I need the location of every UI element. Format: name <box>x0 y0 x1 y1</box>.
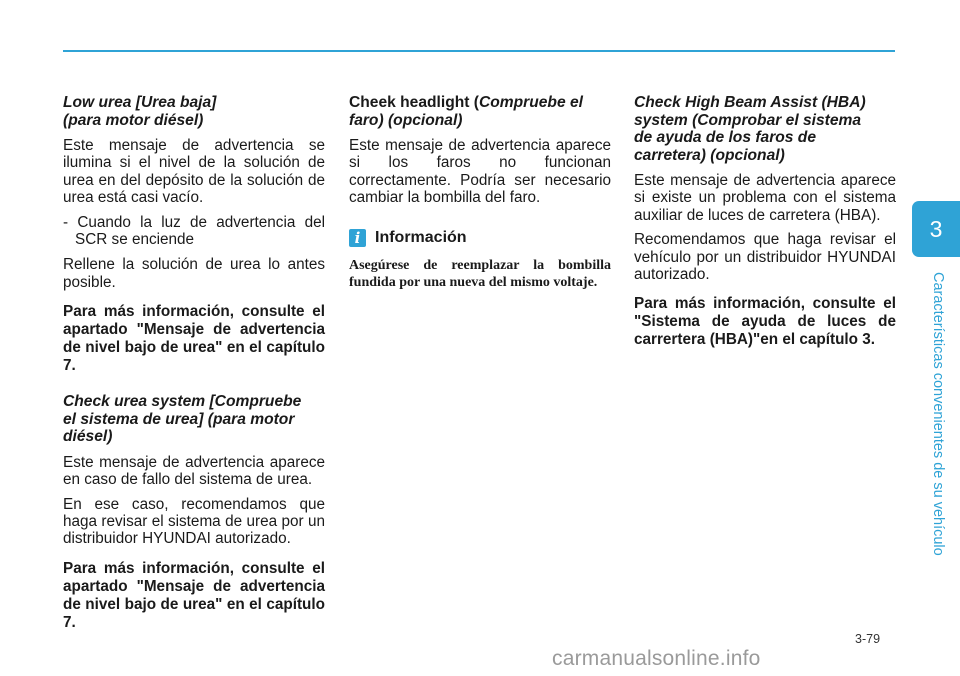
column-3 <box>634 94 896 349</box>
info-text: Asegúrese de reemplazar la bombilla fundida por una nueva del mismo voltaje. <box>349 257 611 290</box>
column-1 <box>63 94 325 632</box>
heading-low-urea: Low urea [Urea baja] (para motor diésel) <box>63 94 217 129</box>
heading-check-headlight: Cheek headlight (Compruebe el faro) (opcional) <box>349 94 583 129</box>
paragraph: Este mensaje de advertencia aparece si existe un problema con el sistema auxiliar de luces de carretera (HBA). <box>634 172 896 224</box>
heading-check-urea-system: Check urea system [Compruebe el sistema de urea] (para motor diésel) <box>63 393 302 446</box>
paragraph: Recomendamos que haga revisar el vehículo por un distribuidor HYUNDAI autorizado. <box>634 231 896 284</box>
heading-check-hba: Check High Beam Assist (HBA) system (Comprobar el sistema de ayuda de los faros de carretera) (opcional) <box>634 94 866 164</box>
paragraph: Este mensaje de advertencia aparece si los faros no funcionan correctamente. Podría ser necesario cambiar la bombilla del faro. <box>349 137 611 207</box>
paragraph: En ese caso, recomendamos que haga revisar el sistema de urea por un distribuidor HYUNDAI autorizado. <box>63 495 325 548</box>
reference-note: Para más información, consulte el apartado "Mensaje de advertencia de nivel bajo de urea" en el capítulo 7. <box>63 303 325 375</box>
paragraph: Rellene la solución de urea lo antes posible. <box>63 256 325 291</box>
chapter-tab: 3 <box>912 201 960 257</box>
page-number: 3-79 <box>855 632 881 646</box>
top-rule <box>63 50 895 52</box>
column-2 <box>349 94 611 291</box>
info-title: Información <box>375 228 467 246</box>
reference-note: Para más información, consulte el apartado "Mensaje de advertencia de nivel bajo de urea" en el capítulo 7. <box>63 559 325 631</box>
info-box-header <box>349 229 611 247</box>
paragraph: Este mensaje de advertencia se ilumina si el nivel de la solución de urea en del depósito de la solución de urea está casi vacío. <box>63 137 325 207</box>
chapter-title: Características convenientes de su vehículo <box>930 272 946 556</box>
bullet-item: - Cuando la luz de advertencia del SCR se enciende <box>63 213 325 249</box>
watermark: carmanualsonline.info <box>552 647 761 670</box>
info-icon: i <box>349 229 366 247</box>
paragraph: Este mensaje de advertencia aparece en caso de fallo del sistema de urea. <box>63 453 325 489</box>
reference-note: Para más información, consulte el "Sistema de ayuda de luces de carrertera (HBA)"en el capítulo 3. <box>634 295 896 349</box>
